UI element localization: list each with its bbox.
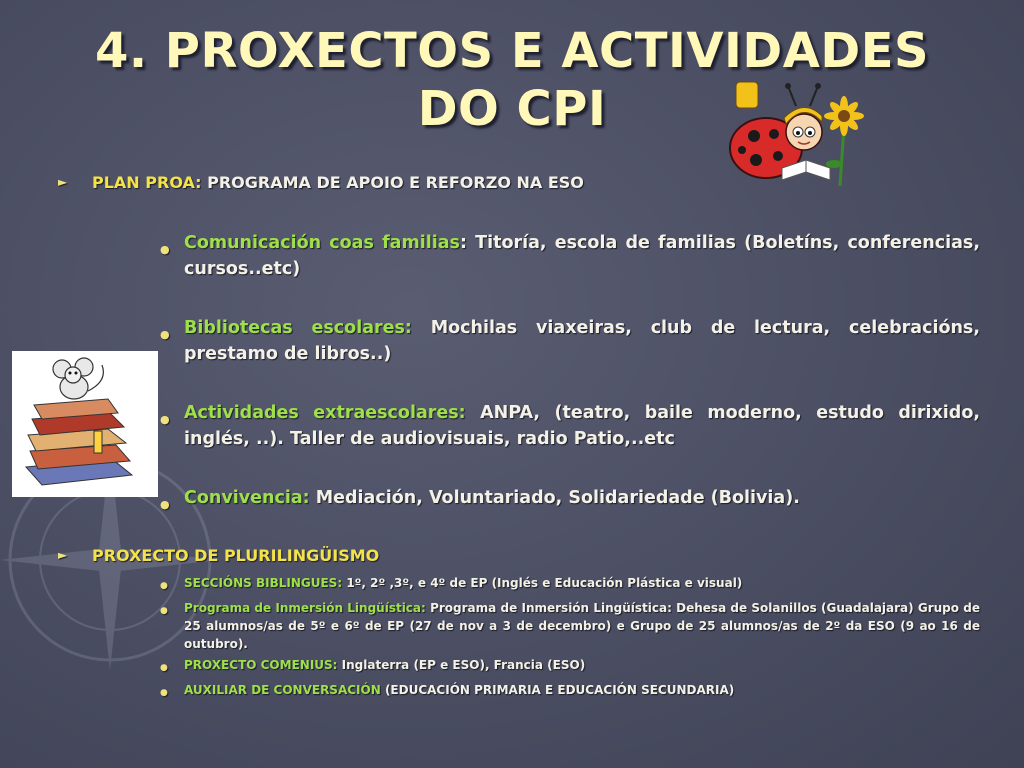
slide-title-line1: 4. PROXECTOS E ACTIVIDADES xyxy=(94,23,930,79)
list-item-comunicacion xyxy=(160,230,980,282)
round-bullet-icon: ● xyxy=(160,243,170,256)
list-item-inmersion xyxy=(160,599,980,653)
section-plurilinguismo-label: PROXECTO DE PLURILINGÜISMO xyxy=(92,546,380,565)
list-item-actividades xyxy=(160,400,980,452)
item-text: ANPA, (teatro, baile moderno, estudo dirixido, inglés, ..). Taller de audiovisuais, radio Patio,..etc xyxy=(184,403,980,449)
round-bullet-icon: ● xyxy=(160,606,168,616)
item-text: Mochilas viaxeiras, club de lectura, celebracións, prestamo de libros..) xyxy=(184,318,980,364)
round-bullet-icon: ● xyxy=(160,413,170,426)
list-item-auxiliar xyxy=(160,681,980,702)
round-bullet-icon: ● xyxy=(160,498,170,511)
item-text: Mediación, Voluntariado, Solidariedade (Bolivia). xyxy=(309,488,800,508)
item-label: PROXECTO COMENIUS: xyxy=(184,658,338,672)
section-plurilinguismo-heading xyxy=(58,546,379,565)
item-text: (EDUCACIÓN PRIMARIA E EDUCACIÓN SECUNDARIA) xyxy=(380,683,735,697)
item-label: Bibliotecas escolares: xyxy=(184,318,412,338)
section-proa-text: PROGRAMA DE APOIO E REFORZO NA ESO xyxy=(201,173,584,192)
list-item-convivencia xyxy=(160,485,980,518)
item-label: Comunicación coas familias xyxy=(184,233,460,253)
item-text: 1º, 2º ,3º, e 4º de EP (Inglés e Educación Plástica e visual) xyxy=(342,576,743,590)
round-bullet-icon: ● xyxy=(160,581,168,591)
list-item-seccions xyxy=(160,574,980,595)
item-label: Convivencia: xyxy=(184,488,310,508)
round-bullet-icon: ● xyxy=(160,688,168,698)
item-text: Inglaterra (EP e ESO), Francia (ESO) xyxy=(337,658,586,672)
item-text: Programa de Inmersión Lingüística: Dehesa de Solanillos (Guadalajara) Grupo de 25 alumnos/as de 5º e 6º de EP (27 de nov a 3 de decembro) e Grupo de 25 alumnos/as de 2º da ESO (9 ao 16 de outubro). xyxy=(184,601,981,651)
triangle-arrow-icon: ► xyxy=(58,548,68,562)
round-bullet-icon: ● xyxy=(160,328,170,341)
item-text: : Titoría, escola de familias (Boletíns, conferencias, cursos..etc) xyxy=(184,233,980,279)
slide-title-line2: DO CPI xyxy=(417,81,607,137)
mouse-on-books-image xyxy=(12,351,158,497)
item-label: Actividades extraescolares: xyxy=(184,403,466,423)
item-label: Programa de Inmersión Lingüística: xyxy=(184,601,426,615)
ladybug-reading-image xyxy=(726,76,866,194)
round-bullet-icon: ● xyxy=(160,663,168,673)
triangle-arrow-icon: ► xyxy=(58,175,68,189)
item-label: AUXILIAR DE CONVERSACIÓN xyxy=(184,683,381,697)
section-proa-heading xyxy=(58,173,584,192)
slide-title xyxy=(0,22,1024,138)
list-item-comenius xyxy=(160,656,980,677)
item-label: SECCIÓNS BIBLINGUES: xyxy=(184,576,343,590)
list-item-bibliotecas xyxy=(160,315,980,367)
section-proa-label: PLAN PROA: xyxy=(92,173,202,192)
